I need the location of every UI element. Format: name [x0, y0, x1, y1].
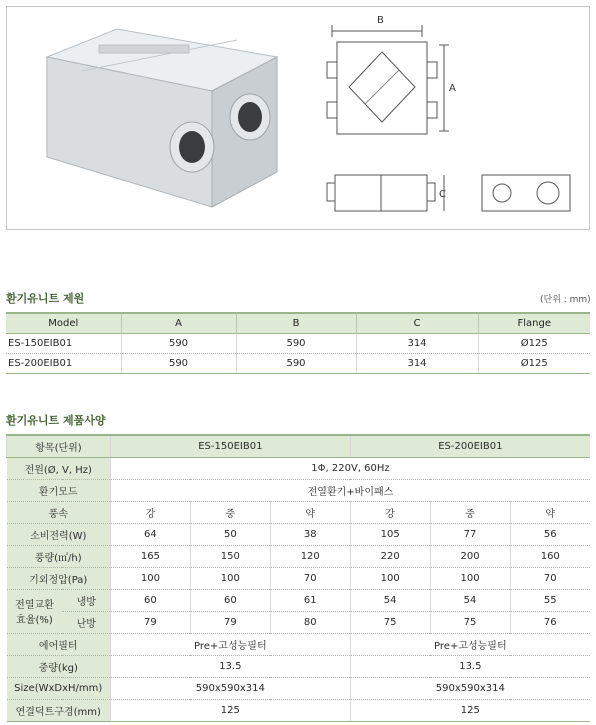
cell: 70 — [270, 567, 350, 589]
cell: 1Φ, 220V, 60Hz — [110, 457, 590, 479]
cell: 105 — [350, 523, 430, 545]
product-illustration — [7, 7, 591, 231]
cell: ES-150EIB01 — [6, 333, 121, 353]
product-image-panel — [6, 6, 590, 230]
table-row — [7, 611, 591, 633]
table-row — [7, 633, 591, 655]
spec-header-row — [6, 313, 590, 333]
cell: 100 — [110, 567, 190, 589]
header-item: 항목(단위) — [7, 435, 111, 457]
col-b: B — [236, 313, 356, 333]
cell: 314 — [356, 333, 478, 353]
cell: 61 — [270, 589, 350, 611]
cell: 100 — [350, 567, 430, 589]
row-label-efficiency — [7, 589, 63, 633]
dimension-b-label: B — [377, 15, 384, 26]
cell: 80 — [270, 611, 350, 633]
cell: 79 — [190, 611, 270, 633]
cell: 120 — [270, 545, 350, 567]
cell: 38 — [270, 523, 350, 545]
table-row — [7, 479, 591, 501]
cell: 60 — [190, 589, 270, 611]
table-row — [6, 333, 590, 353]
table-row — [7, 523, 591, 545]
cell: 125 — [110, 699, 350, 721]
cell: 약 — [510, 501, 590, 523]
cell: 590 — [121, 353, 236, 373]
product-section-title: 환기유니트 제품사양 — [6, 414, 106, 427]
cell: 590 — [121, 333, 236, 353]
table-row — [7, 567, 591, 589]
cell: Ø125 — [478, 333, 590, 353]
unit-note: (단위 : mm) — [540, 295, 591, 305]
spec-section-title: 환기유니트 제원 — [6, 292, 85, 305]
row-sublabel: 냉방 — [62, 589, 110, 611]
cell: Ø125 — [478, 353, 590, 373]
cell: 55 — [510, 589, 590, 611]
row-label: 풍속 — [7, 501, 111, 523]
table-row — [7, 677, 591, 699]
cell: 590x590x314 — [350, 677, 590, 699]
cell: 13.5 — [350, 655, 590, 677]
dimension-c-label: C — [439, 189, 446, 200]
efficiency-label-line2: 효율(%) — [16, 615, 53, 626]
cell: 590x590x314 — [110, 677, 350, 699]
cell: 590 — [236, 333, 356, 353]
cell: 100 — [190, 567, 270, 589]
dimension-a-label: A — [449, 83, 456, 94]
top-view-drawing — [327, 25, 449, 134]
row-label: Size(WxDxH/mm) — [7, 677, 111, 699]
cell: 56 — [510, 523, 590, 545]
spec-table — [6, 312, 590, 374]
cell: 50 — [190, 523, 270, 545]
cell: 165 — [110, 545, 190, 567]
cell: 590 — [236, 353, 356, 373]
col-c: C — [356, 313, 478, 333]
cell: 220 — [350, 545, 430, 567]
cell: 75 — [350, 611, 430, 633]
cell: 160 — [510, 545, 590, 567]
cell: 70 — [510, 567, 590, 589]
product-header-row — [7, 435, 591, 457]
unit-3d-render — [47, 29, 277, 207]
front-view-drawing — [482, 175, 570, 211]
cell: 150 — [190, 545, 270, 567]
cell: 강 — [110, 501, 190, 523]
cell: 중 — [190, 501, 270, 523]
cell: 전열환기+바이패스 — [110, 479, 590, 501]
header-model1: ES-150EIB01 — [110, 435, 350, 457]
row-label: 에어필터 — [7, 633, 111, 655]
cell: 54 — [430, 589, 510, 611]
cell: 79 — [110, 611, 190, 633]
cell: 200 — [430, 545, 510, 567]
table-row — [6, 353, 590, 373]
row-label: 환기모드 — [7, 479, 111, 501]
cell: Pre+고성능필터 — [110, 633, 350, 655]
cell: Pre+고성능필터 — [350, 633, 590, 655]
cell: 100 — [430, 567, 510, 589]
cell: ES-200EIB01 — [6, 353, 121, 373]
cell: 125 — [350, 699, 590, 721]
side-view-drawing — [327, 175, 444, 211]
cell: 중 — [430, 501, 510, 523]
table-row — [7, 589, 591, 611]
col-flange: Flange — [478, 313, 590, 333]
cell: 60 — [110, 589, 190, 611]
row-label: 소비전력(W) — [7, 523, 111, 545]
table-row — [7, 699, 591, 721]
cell: 76 — [510, 611, 590, 633]
table-row — [7, 501, 591, 523]
table-row — [7, 545, 591, 567]
cell: 75 — [430, 611, 510, 633]
efficiency-label-line1: 전열교환 — [15, 600, 54, 611]
row-label: 중량(kg) — [7, 655, 111, 677]
table-row — [7, 655, 591, 677]
row-label: 연결덕트구경(mm) — [7, 699, 111, 721]
col-a: A — [121, 313, 236, 333]
row-label: 전원(Ø, V, Hz) — [7, 457, 111, 479]
cell: 64 — [110, 523, 190, 545]
row-sublabel: 난방 — [62, 611, 110, 633]
cell: 13.5 — [110, 655, 350, 677]
cell: 77 — [430, 523, 510, 545]
cell: 54 — [350, 589, 430, 611]
cell: 약 — [270, 501, 350, 523]
row-label: 풍량(㎥/h) — [7, 545, 111, 567]
table-row — [7, 457, 591, 479]
col-model: Model — [6, 313, 121, 333]
product-spec-table — [6, 434, 590, 722]
cell: 강 — [350, 501, 430, 523]
cell: 314 — [356, 353, 478, 373]
header-model2: ES-200EIB01 — [350, 435, 590, 457]
row-label: 기외정압(Pa) — [7, 567, 111, 589]
